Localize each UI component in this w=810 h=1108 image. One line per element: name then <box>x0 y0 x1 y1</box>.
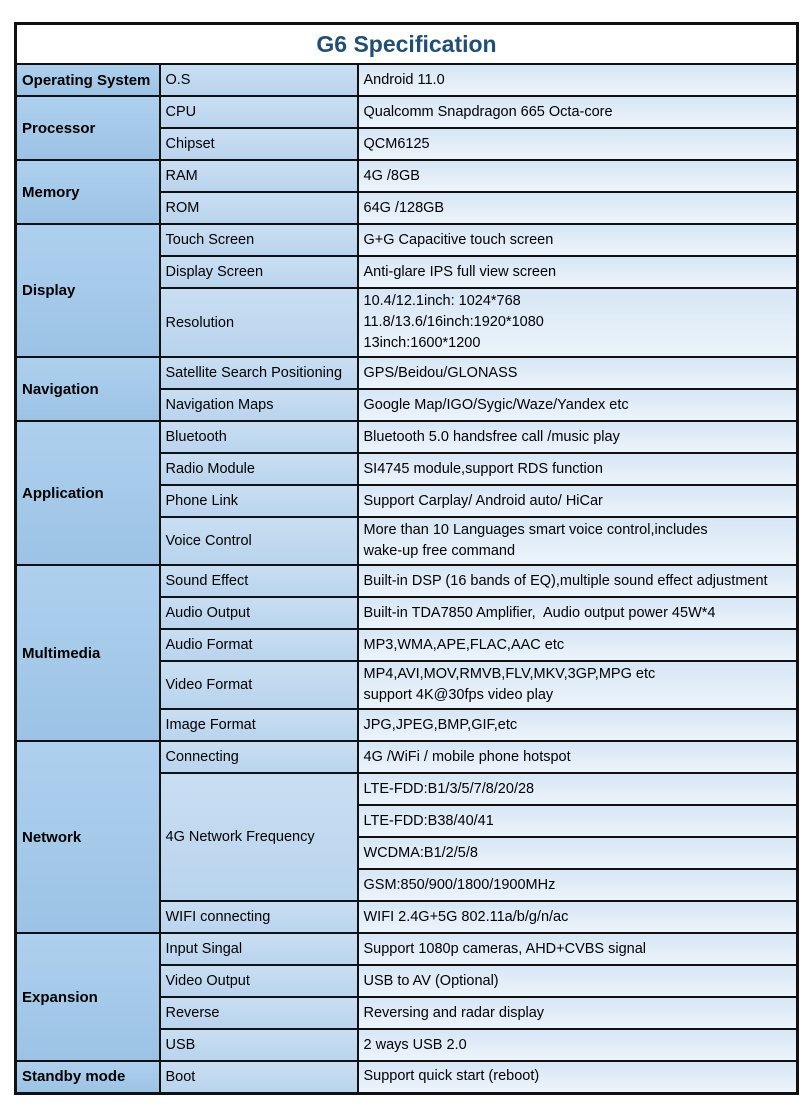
spec-value-line: Built-in DSP (16 bands of EQ),multiple sound effect adjustment <box>363 572 768 589</box>
spec-value-line: G+G Capacitive touch screen <box>363 231 554 248</box>
spec-value-cell <box>358 805 798 837</box>
spec-value-line: MP3,WMA,APE,FLAC,AAC etc <box>363 636 565 653</box>
spec-value-cell <box>358 288 798 357</box>
spec-table-body <box>16 24 798 1094</box>
spec-value-cell <box>358 421 798 453</box>
spec-label-cell-satellite-search-positioning: Satellite Search Positioning <box>160 357 358 389</box>
category-cell-network: Network <box>16 741 160 933</box>
page-title: G6 Specification <box>16 24 798 65</box>
spec-value-line: WIFI 2.4G+5G 802.11a/b/g/n/ac <box>363 908 569 925</box>
spec-value-line: 4G /WiFi / mobile phone hotspot <box>363 748 571 765</box>
spec-value-cell <box>358 517 798 565</box>
spec-value-line: Google Map/IGO/Sygic/Waze/Yandex etc <box>363 396 629 413</box>
spec-value-cell <box>358 256 798 288</box>
spec-row <box>16 421 798 453</box>
spec-value-cell <box>358 869 798 901</box>
spec-value-line: Support Carplay/ Android auto/ HiCar <box>363 492 603 509</box>
spec-value-line: More than 10 Languages smart voice control,includes <box>363 522 708 538</box>
spec-label-cell-sound-effect: Sound Effect <box>160 565 358 597</box>
spec-value-cell <box>358 485 798 517</box>
spec-value-line: 13inch:1600*1200 <box>363 335 481 351</box>
spec-label-cell-video-format: Video Format <box>160 661 358 709</box>
spec-value-line: LTE-FDD:B1/3/5/7/8/20/28 <box>363 780 535 797</box>
spec-value-line: 2 ways USB 2.0 <box>363 1036 467 1053</box>
spec-label-cell-o-s: O.S <box>160 64 358 96</box>
spec-value-cell <box>358 773 798 805</box>
spec-label-cell-ram: RAM <box>160 160 358 192</box>
spec-value-cell <box>358 741 798 773</box>
spec-value-line: Reversing and radar display <box>363 1004 545 1021</box>
spec-label-cell-chipset: Chipset <box>160 128 358 160</box>
spec-value-cell <box>358 901 798 933</box>
spec-label-cell-audio-output: Audio Output <box>160 597 358 629</box>
spec-label-cell-resolution: Resolution <box>160 288 358 357</box>
spec-row <box>16 224 798 256</box>
spec-value-cell <box>358 997 798 1029</box>
spec-value-line: 4G /8GB <box>363 167 420 184</box>
spec-label-cell-4g-network-frequency: 4G Network Frequency <box>160 773 358 901</box>
spec-value-cell <box>358 597 798 629</box>
spec-label-cell-usb: USB <box>160 1029 358 1061</box>
spec-label-cell-bluetooth: Bluetooth <box>160 421 358 453</box>
spec-sheet <box>14 22 799 1095</box>
category-cell-display: Display <box>16 224 160 357</box>
category-cell-processor: Processor <box>16 96 160 160</box>
category-cell-navigation: Navigation <box>16 357 160 421</box>
spec-label-cell-connecting: Connecting <box>160 741 358 773</box>
spec-row <box>16 933 798 965</box>
spec-value-line: WCDMA:B1/2/5/8 <box>363 844 478 861</box>
spec-value-cell <box>358 565 798 597</box>
spec-label-cell-video-output: Video Output <box>160 965 358 997</box>
spec-row <box>16 160 798 192</box>
spec-label-cell-rom: ROM <box>160 192 358 224</box>
spec-label-cell-phone-link: Phone Link <box>160 485 358 517</box>
spec-label-cell-cpu: CPU <box>160 96 358 128</box>
spec-row <box>16 357 798 389</box>
spec-label-cell-touch-screen: Touch Screen <box>160 224 358 256</box>
spec-value-line: Support quick start (reboot) <box>363 1068 540 1085</box>
spec-value-line: Built-in TDA7850 Amplifier, Audio output power 45W*4 <box>363 604 716 621</box>
spec-value-line: 11.8/13.6/16inch:1920*1080 <box>363 314 544 330</box>
spec-value-cell <box>358 1029 798 1061</box>
spec-label-cell-image-format: Image Format <box>160 709 358 741</box>
spec-value-cell <box>358 128 798 160</box>
spec-value-line: wake-up free command <box>363 543 516 559</box>
spec-row <box>16 64 798 96</box>
spec-value-cell <box>358 160 798 192</box>
spec-value-cell <box>358 1061 798 1093</box>
spec-label-cell-wifi-connecting: WIFI connecting <box>160 901 358 933</box>
title-row <box>16 24 798 65</box>
spec-value-cell <box>358 96 798 128</box>
spec-value-cell <box>358 965 798 997</box>
spec-value-line: SI4745 module,support RDS function <box>363 460 603 477</box>
spec-value-line: 10.4/12.1inch: 1024*768 <box>363 293 521 309</box>
spec-value-cell <box>358 64 798 96</box>
category-cell-memory: Memory <box>16 160 160 224</box>
spec-value-line: 64G /128GB <box>363 199 445 216</box>
spec-value-line: QCM6125 <box>363 135 430 152</box>
spec-row <box>16 741 798 773</box>
spec-table <box>14 22 799 1095</box>
spec-value-line: support 4K@30fps video play <box>363 687 554 703</box>
spec-value-line: MP4,AVI,MOV,RMVB,FLV,MKV,3GP,MPG etc <box>363 666 656 682</box>
spec-value-cell <box>358 192 798 224</box>
spec-value-cell <box>358 357 798 389</box>
spec-label-cell-input-singal: Input Singal <box>160 933 358 965</box>
spec-value-cell <box>358 837 798 869</box>
spec-value-line: GSM:850/900/1800/1900MHz <box>363 876 556 893</box>
spec-row <box>16 1061 798 1093</box>
spec-value-cell <box>358 629 798 661</box>
spec-value-cell <box>358 224 798 256</box>
spec-value-line: GPS/Beidou/GLONASS <box>363 364 518 381</box>
category-cell-expansion: Expansion <box>16 933 160 1061</box>
spec-value-cell <box>358 661 798 709</box>
spec-value-cell <box>358 453 798 485</box>
spec-value-line: LTE-FDD:B38/40/41 <box>363 812 494 829</box>
spec-value-line: Anti-glare IPS full view screen <box>363 263 557 280</box>
category-cell-multimedia: Multimedia <box>16 565 160 741</box>
spec-value-line: Qualcomm Snapdragon 665 Octa-core <box>363 103 613 120</box>
category-cell-application: Application <box>16 421 160 565</box>
spec-value-line: USB to AV (Optional) <box>363 972 499 989</box>
spec-label-cell-display-screen: Display Screen <box>160 256 358 288</box>
spec-value-line: Bluetooth 5.0 handsfree call /music play <box>363 428 620 445</box>
category-cell-operating-system: Operating System <box>16 64 160 96</box>
spec-label-cell-voice-control: Voice Control <box>160 517 358 565</box>
category-cell-standby-mode: Standby mode <box>16 1061 160 1093</box>
spec-row <box>16 96 798 128</box>
spec-label-cell-reverse: Reverse <box>160 997 358 1029</box>
spec-label-cell-navigation-maps: Navigation Maps <box>160 389 358 421</box>
spec-value-line: Android 11.0 <box>363 71 445 88</box>
spec-label-cell-boot: Boot <box>160 1061 358 1093</box>
spec-label-cell-radio-module: Radio Module <box>160 453 358 485</box>
spec-value-line: JPG,JPEG,BMP,GIF,etc <box>363 716 518 733</box>
spec-value-cell <box>358 933 798 965</box>
spec-label-cell-audio-format: Audio Format <box>160 629 358 661</box>
spec-row <box>16 565 798 597</box>
spec-value-cell <box>358 709 798 741</box>
spec-value-cell <box>358 389 798 421</box>
spec-value-line: Support 1080p cameras, AHD+CVBS signal <box>363 940 647 957</box>
